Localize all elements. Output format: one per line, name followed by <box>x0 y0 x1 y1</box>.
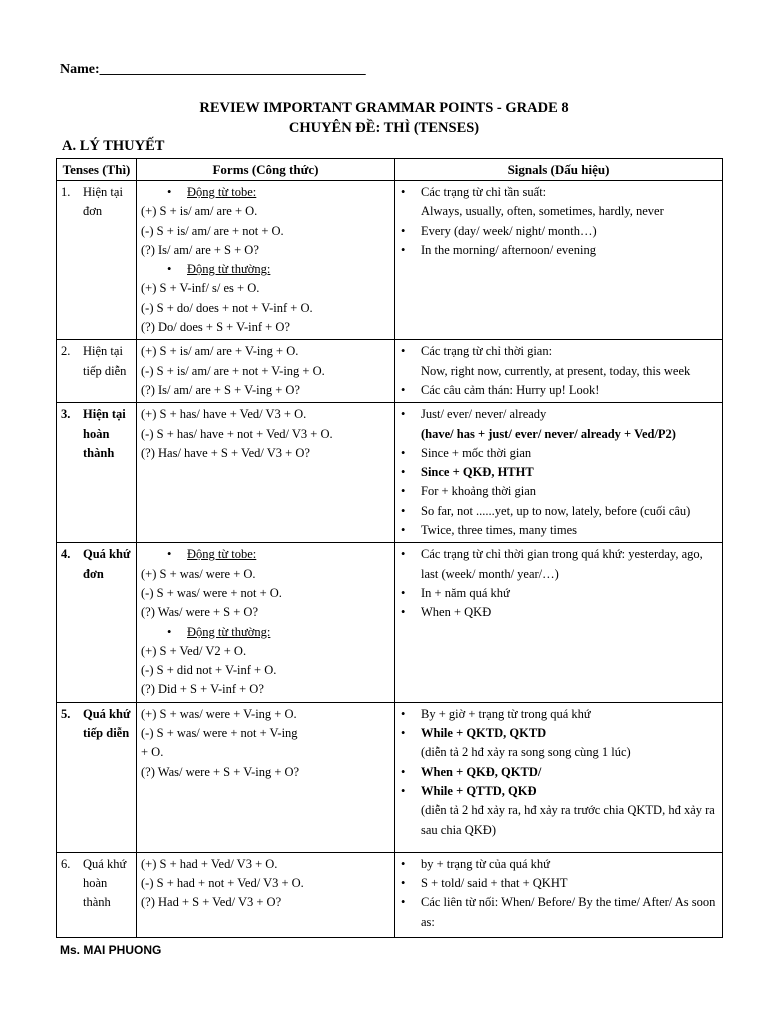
signal-text: So far, not ......yet, up to now, lately, before (cuối câu) <box>421 503 691 518</box>
signals-cell <box>395 702 723 852</box>
formula-line: (-) S + has/ have + not + Ved/ V3 + O. <box>141 426 333 441</box>
signal-bullet <box>399 521 718 540</box>
tense-cell <box>57 340 137 403</box>
tense-number: 5. <box>61 706 71 721</box>
tense-cell <box>57 852 137 937</box>
formula-line: (-) S + is/ am/ are + not + V-ing + O. <box>141 363 325 378</box>
verb-type-heading <box>141 623 390 642</box>
header-tenses: Tenses (Thì) <box>57 159 137 181</box>
formula-line: (?) Is/ am/ are + S + O? <box>141 242 259 257</box>
signal-bullet <box>399 893 718 932</box>
document-title: REVIEW IMPORTANT GRAMMAR POINTS - GRADE 8 <box>199 100 569 116</box>
verb-type-label: Động từ tobe: <box>187 547 257 562</box>
signal-bullet <box>399 381 718 400</box>
formula-line: (?) Has/ have + S + Ved/ V3 + O? <box>141 445 310 460</box>
signal-text: Twice, three times, many times <box>421 523 578 538</box>
signal-text: For + khoảng thời gian <box>421 484 537 499</box>
table-row <box>57 403 723 543</box>
signal-text: by + trạng từ của quá khứ <box>421 856 550 871</box>
signal-text: Các trạng từ chỉ thời gian trong quá khứ: yesterday, ago, last (week/ month/ year/…) <box>421 547 703 581</box>
tense-cell <box>57 403 137 543</box>
signal-bullet <box>399 763 718 782</box>
signal-bullet <box>399 405 718 424</box>
tense-number: 3. <box>61 407 71 422</box>
verb-type-label: Động từ thường: <box>187 624 271 639</box>
bullet-icon: • <box>401 344 406 359</box>
formula-line: (+) S + is/ am/ are + V-ing + O. <box>141 344 299 359</box>
verb-type-heading <box>141 545 390 564</box>
signal-bullet <box>399 183 718 202</box>
formula-line: (+) S + was/ were + V-ing + O. <box>141 706 297 721</box>
bullet-icon: • <box>401 856 406 871</box>
formula-line: (+) S + Ved/ V2 + O. <box>141 643 247 658</box>
signals-cell <box>395 543 723 702</box>
signal-bullet <box>399 444 718 463</box>
signal-text: While + QTTD, QKĐ <box>421 783 537 798</box>
signal-text: While + QKTD, QKTD <box>421 726 547 741</box>
signal-bullet <box>399 482 718 501</box>
signals-cell <box>395 403 723 543</box>
verb-type-label: Động từ tobe: <box>187 185 257 199</box>
signal-text: Since + mốc thời gian <box>421 445 532 460</box>
bullet-icon: • <box>401 242 406 257</box>
bullet-icon: • <box>401 185 406 199</box>
header-forms: Forms (Công thức) <box>137 159 395 181</box>
signal-bullet <box>399 584 718 603</box>
formula-line: (?) Do/ does + S + V-inf + O? <box>141 320 290 335</box>
verb-type-label: Động từ thường: <box>187 262 271 277</box>
signal-text: Các liên từ nối: When/ Before/ By the time/ After/ As soon as: <box>421 895 716 929</box>
formula-line: (-) S + had + not + Ved/ V3 + O. <box>141 876 304 891</box>
tense-number: 1. <box>61 185 71 199</box>
tense-name: Hiện tại tiếp diễn <box>83 344 127 378</box>
formula-line: (-) S + did not + V-inf + O. <box>141 663 277 678</box>
tense-number: 2. <box>61 344 71 359</box>
forms-cell <box>137 403 395 543</box>
author-footer: Ms. MAI PHUONG <box>60 943 162 957</box>
forms-cell <box>137 543 395 702</box>
signal-text: Các trạng từ chỉ tần suất: <box>421 185 547 199</box>
table-header-row <box>57 159 723 181</box>
signal-text: Just/ ever/ never/ already <box>421 407 547 422</box>
signal-text: In the morning/ afternoon/ evening <box>421 242 596 257</box>
signals-cell <box>395 181 723 340</box>
signal-note: Now, right now, currently, at present, today, this week <box>421 363 691 378</box>
grammar-table <box>56 158 723 938</box>
table-row <box>57 852 723 937</box>
signal-bullet <box>399 502 718 521</box>
bullet-icon: • <box>401 223 406 238</box>
forms-cell <box>137 340 395 403</box>
bullet-icon: • <box>401 726 406 741</box>
bullet-icon: • <box>401 523 406 538</box>
tense-number: 4. <box>61 547 71 562</box>
formula-line: (?) Did + S + V-inf + O? <box>141 682 264 697</box>
bullet-icon: • <box>401 547 406 562</box>
forms-cell <box>137 181 395 340</box>
formula-line: (+) S + has/ have + Ved/ V3 + O. <box>141 407 307 422</box>
tense-cell <box>57 702 137 852</box>
formula-line: (-) S + was/ were + not + O. <box>141 585 282 600</box>
formula-line: (-) S + is/ am/ are + not + O. <box>141 223 284 238</box>
bullet-icon: • <box>401 605 406 620</box>
tense-name: Quá khứ tiếp diễn <box>83 706 131 741</box>
bullet-icon: • <box>401 382 406 397</box>
signal-bullet <box>399 705 718 724</box>
formula-line: (+) S + V-inf/ s/ es + O. <box>141 281 260 296</box>
signal-text: When + QKĐ <box>421 605 492 620</box>
table-row <box>57 543 723 702</box>
tense-name: Quá khứ đơn <box>83 547 131 581</box>
signal-note: (diễn tả 2 hđ xảy ra, hđ xảy ra trước chia QKTD, hđ xảy ra sau chia QKĐ) <box>421 803 715 837</box>
signal-bullet <box>399 603 718 622</box>
tense-number: 6. <box>61 856 71 871</box>
signal-bullet <box>399 855 718 874</box>
verb-type-heading <box>141 260 390 279</box>
formula-line: (+) S + had + Ved/ V3 + O. <box>141 856 278 871</box>
signal-text: In + năm quá khứ <box>421 585 510 600</box>
table-row <box>57 702 723 852</box>
signal-text: By + giờ + trạng từ trong quá khứ <box>421 706 591 721</box>
bullet-icon: • <box>401 895 406 910</box>
signal-text: Các trạng từ chỉ thời gian: <box>421 344 553 359</box>
bullet-icon: • <box>401 764 406 779</box>
bullet-icon: • <box>401 407 406 422</box>
signal-bullet <box>399 222 718 241</box>
tense-cell <box>57 181 137 340</box>
document-subtitle: CHUYÊN ĐỀ: THÌ (TENSES) <box>288 120 480 136</box>
signal-note: (have/ has + just/ ever/ never/ already + Ved/P2) <box>421 426 676 441</box>
name-field-label: Name:______________________________________ <box>60 62 366 77</box>
tense-name: Quá khứ hoàn thành <box>83 856 127 910</box>
formula-line: (-) S + do/ does + not + V-inf + O. <box>141 300 313 315</box>
formula-line: (+) S + is/ am/ are + O. <box>141 204 258 219</box>
formula-line: + O. <box>141 745 164 760</box>
formula-line: (-) S + was/ were + not + V-ing <box>141 726 298 741</box>
bullet-icon: • <box>401 876 406 891</box>
signal-text: S + told/ said + that + QKHT <box>421 876 568 891</box>
formula-line: (?) Is/ am/ are + S + V-ing + O? <box>141 382 300 397</box>
signal-bullet <box>399 874 718 893</box>
bullet-icon: • <box>401 503 406 518</box>
tense-name: Hiện tại đơn <box>83 185 123 219</box>
signal-bullet <box>399 782 718 801</box>
formula-line: (?) Had + S + Ved/ V3 + O? <box>141 895 282 910</box>
signal-bullet <box>399 545 718 584</box>
bullet-icon: • <box>401 445 406 460</box>
signal-text: Các câu cảm thán: Hurry up! Look! <box>421 382 600 397</box>
signal-note: Always, usually, often, sometimes, hardly, never <box>421 204 664 219</box>
signals-cell <box>395 340 723 403</box>
signal-note: (diễn tả 2 hđ xảy ra song song cùng 1 lúc) <box>421 745 631 760</box>
signal-bullet <box>399 342 718 361</box>
header-signals: Signals (Dấu hiệu) <box>395 159 723 181</box>
formula-line: (?) Was/ were + S + V-ing + O? <box>141 764 300 779</box>
table-row <box>57 340 723 403</box>
forms-cell <box>137 852 395 937</box>
signals-cell <box>395 852 723 937</box>
forms-cell <box>137 702 395 852</box>
tense-cell <box>57 543 137 702</box>
bullet-icon: • <box>401 585 406 600</box>
bullet-icon: • <box>401 484 406 499</box>
signal-bullet <box>399 241 718 260</box>
formula-line: (?) Was/ were + S + O? <box>141 605 258 620</box>
formula-line: (+) S + was/ were + O. <box>141 566 256 581</box>
table-row <box>57 181 723 340</box>
signal-bullet <box>399 724 718 743</box>
signal-text: When + QKĐ, QKTD/ <box>421 764 542 779</box>
bullet-icon: • <box>401 706 406 721</box>
signal-text: Since + QKĐ, HTHT <box>421 465 534 480</box>
signal-bullet <box>399 463 718 482</box>
bullet-icon: • <box>401 783 406 798</box>
signal-text: Every (day/ week/ night/ month…) <box>421 223 597 238</box>
bullet-icon: • <box>401 465 406 480</box>
verb-type-heading <box>141 183 390 202</box>
section-heading: A. LÝ THUYẾT <box>62 138 165 154</box>
tense-name: Hiện tại hoàn thành <box>83 407 126 460</box>
